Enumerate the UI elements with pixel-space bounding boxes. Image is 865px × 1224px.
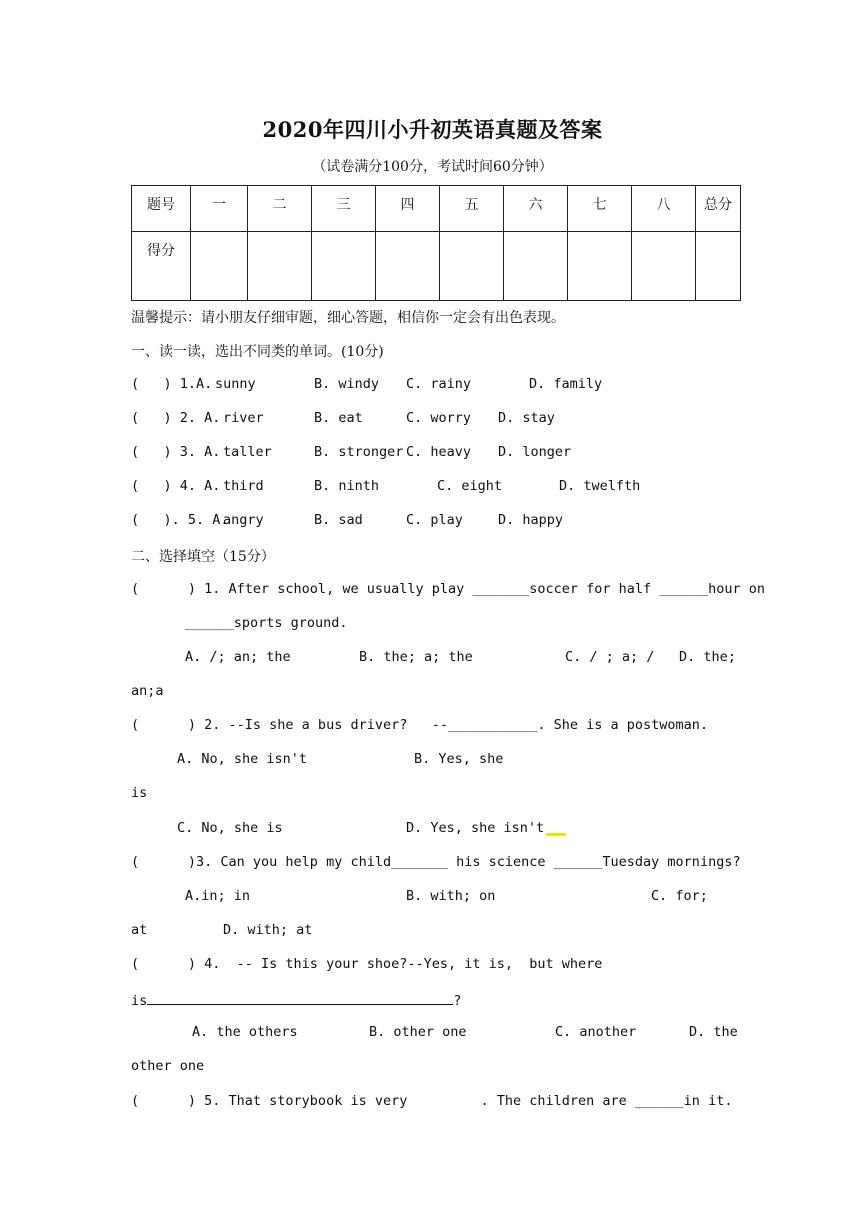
page-title: 2020年四川小升初英语真题及答案 xyxy=(262,117,603,142)
option-d-text: D. Yes, she isn't xyxy=(406,820,545,836)
score-row-label: 得分 xyxy=(132,232,191,301)
score-input-cell[interactable] xyxy=(440,232,504,301)
option-a: third xyxy=(223,478,264,494)
question-4-stem: ( ) 4. -- Is this your shoe?--Yes, it is, but where xyxy=(131,956,603,972)
score-input-cell[interactable] xyxy=(568,232,632,301)
option-a: river xyxy=(223,410,264,426)
option-d: D. stay xyxy=(498,410,555,426)
option-b: B. eat xyxy=(314,410,363,426)
question-1-stem: ( ) 1. After school, we usually play _______soccer for half ______hour on xyxy=(131,581,765,597)
option-c: C. worry xyxy=(406,410,472,426)
option-c: C. another xyxy=(555,1024,637,1040)
score-cell: 二 xyxy=(248,186,312,232)
score-table xyxy=(131,185,741,301)
section1-heading: 一、读一读，选出不同类的单词。(10分) xyxy=(131,344,384,360)
score-input-cell[interactable] xyxy=(632,232,696,301)
score-input-cell[interactable] xyxy=(248,232,312,301)
option-d: D. with; at xyxy=(223,922,313,938)
score-cell: 八 xyxy=(632,186,696,232)
score-cell: 题号 xyxy=(132,186,191,232)
option-c-cont: at xyxy=(131,922,148,938)
item-number: ( ) 4. A. xyxy=(131,478,221,494)
option-a: sunny xyxy=(215,376,256,392)
option-c: C. / ; a; / xyxy=(565,649,655,665)
score-input-cell[interactable] xyxy=(312,232,376,301)
option-c: C. eight xyxy=(437,478,503,494)
score-input-cell[interactable] xyxy=(191,232,248,301)
question-4-stem-cont xyxy=(131,990,461,1009)
option-c: C. for; xyxy=(651,888,708,904)
option-a: taller xyxy=(223,444,272,460)
option-b: B. other one xyxy=(369,1024,467,1040)
option-a: A. No, she isn't xyxy=(177,751,308,767)
option-c: C. No, she is xyxy=(177,820,283,836)
option-d: D. the; xyxy=(679,649,736,665)
highlight-mark xyxy=(546,833,566,836)
answer-blank[interactable] xyxy=(147,990,453,1005)
item-number: ( ) 1.A. xyxy=(131,376,213,392)
option-a: A. the others xyxy=(192,1024,298,1040)
option-d-cont: an;a xyxy=(131,683,164,699)
score-input-cell[interactable] xyxy=(696,232,741,301)
score-input-cell[interactable] xyxy=(376,232,440,301)
option-a: angry xyxy=(223,512,264,528)
option-b: B. windy xyxy=(314,376,380,392)
question-2-stem: ( ) 2. --Is she a bus driver? --___________. She is a postwoman. xyxy=(131,717,709,733)
item-number: ( ). 5. A. xyxy=(131,512,229,528)
option-b: B. the; a; the xyxy=(359,649,473,665)
score-cell: 一 xyxy=(191,186,248,232)
question-3-stem: ( )3. Can you help my child_______ his science ______Tuesday mornings? xyxy=(131,854,741,870)
score-cell: 四 xyxy=(376,186,440,232)
score-cell: 七 xyxy=(568,186,632,232)
option-b: B. stronger xyxy=(314,444,404,460)
item-number: ( ) 2. A. xyxy=(131,410,221,426)
tip-text: 温馨提示：请小朋友仔细审题，细心答题，相信你一定会有出色表现。 xyxy=(131,310,565,326)
option-c: C. play xyxy=(406,512,463,528)
section2-heading: 二、选择填空（15分） xyxy=(131,549,275,565)
option-b: B. ninth xyxy=(314,478,380,494)
score-table-header-row xyxy=(132,186,741,232)
option-c: C. rainy xyxy=(406,376,472,392)
question-4-post: ? xyxy=(453,993,462,1009)
option-c: C. heavy xyxy=(406,444,472,460)
question-5-stem: ( ) 5. That storybook is very . The children are ______in it. xyxy=(131,1093,733,1109)
score-input-cell[interactable] xyxy=(504,232,568,301)
option-d: D. happy xyxy=(498,512,564,528)
option-b: B. sad xyxy=(314,512,363,528)
option-d: D. family xyxy=(529,376,603,392)
option-d-cont: other one xyxy=(131,1058,205,1074)
score-cell: 三 xyxy=(312,186,376,232)
option-d: D. the xyxy=(689,1024,738,1040)
option-b-cont: is xyxy=(131,785,148,801)
question-4-pre: is xyxy=(131,993,148,1009)
option-d: D. longer xyxy=(498,444,572,460)
option-d xyxy=(406,820,566,836)
question-1-stem-cont: ______sports ground. xyxy=(185,615,348,631)
option-d: D. twelfth xyxy=(559,478,641,494)
score-table-score-row xyxy=(132,232,741,301)
option-b: B. Yes, she xyxy=(414,751,504,767)
page-subtitle: （试卷满分100分，考试时间60分钟） xyxy=(312,159,553,175)
score-cell: 总分 xyxy=(696,186,741,232)
option-b: B. with; on xyxy=(406,888,496,904)
score-cell: 六 xyxy=(504,186,568,232)
option-a: A. /; an; the xyxy=(185,649,291,665)
score-cell: 五 xyxy=(440,186,504,232)
item-number: ( ) 3. A. xyxy=(131,444,221,460)
option-a: A.in; in xyxy=(185,888,251,904)
